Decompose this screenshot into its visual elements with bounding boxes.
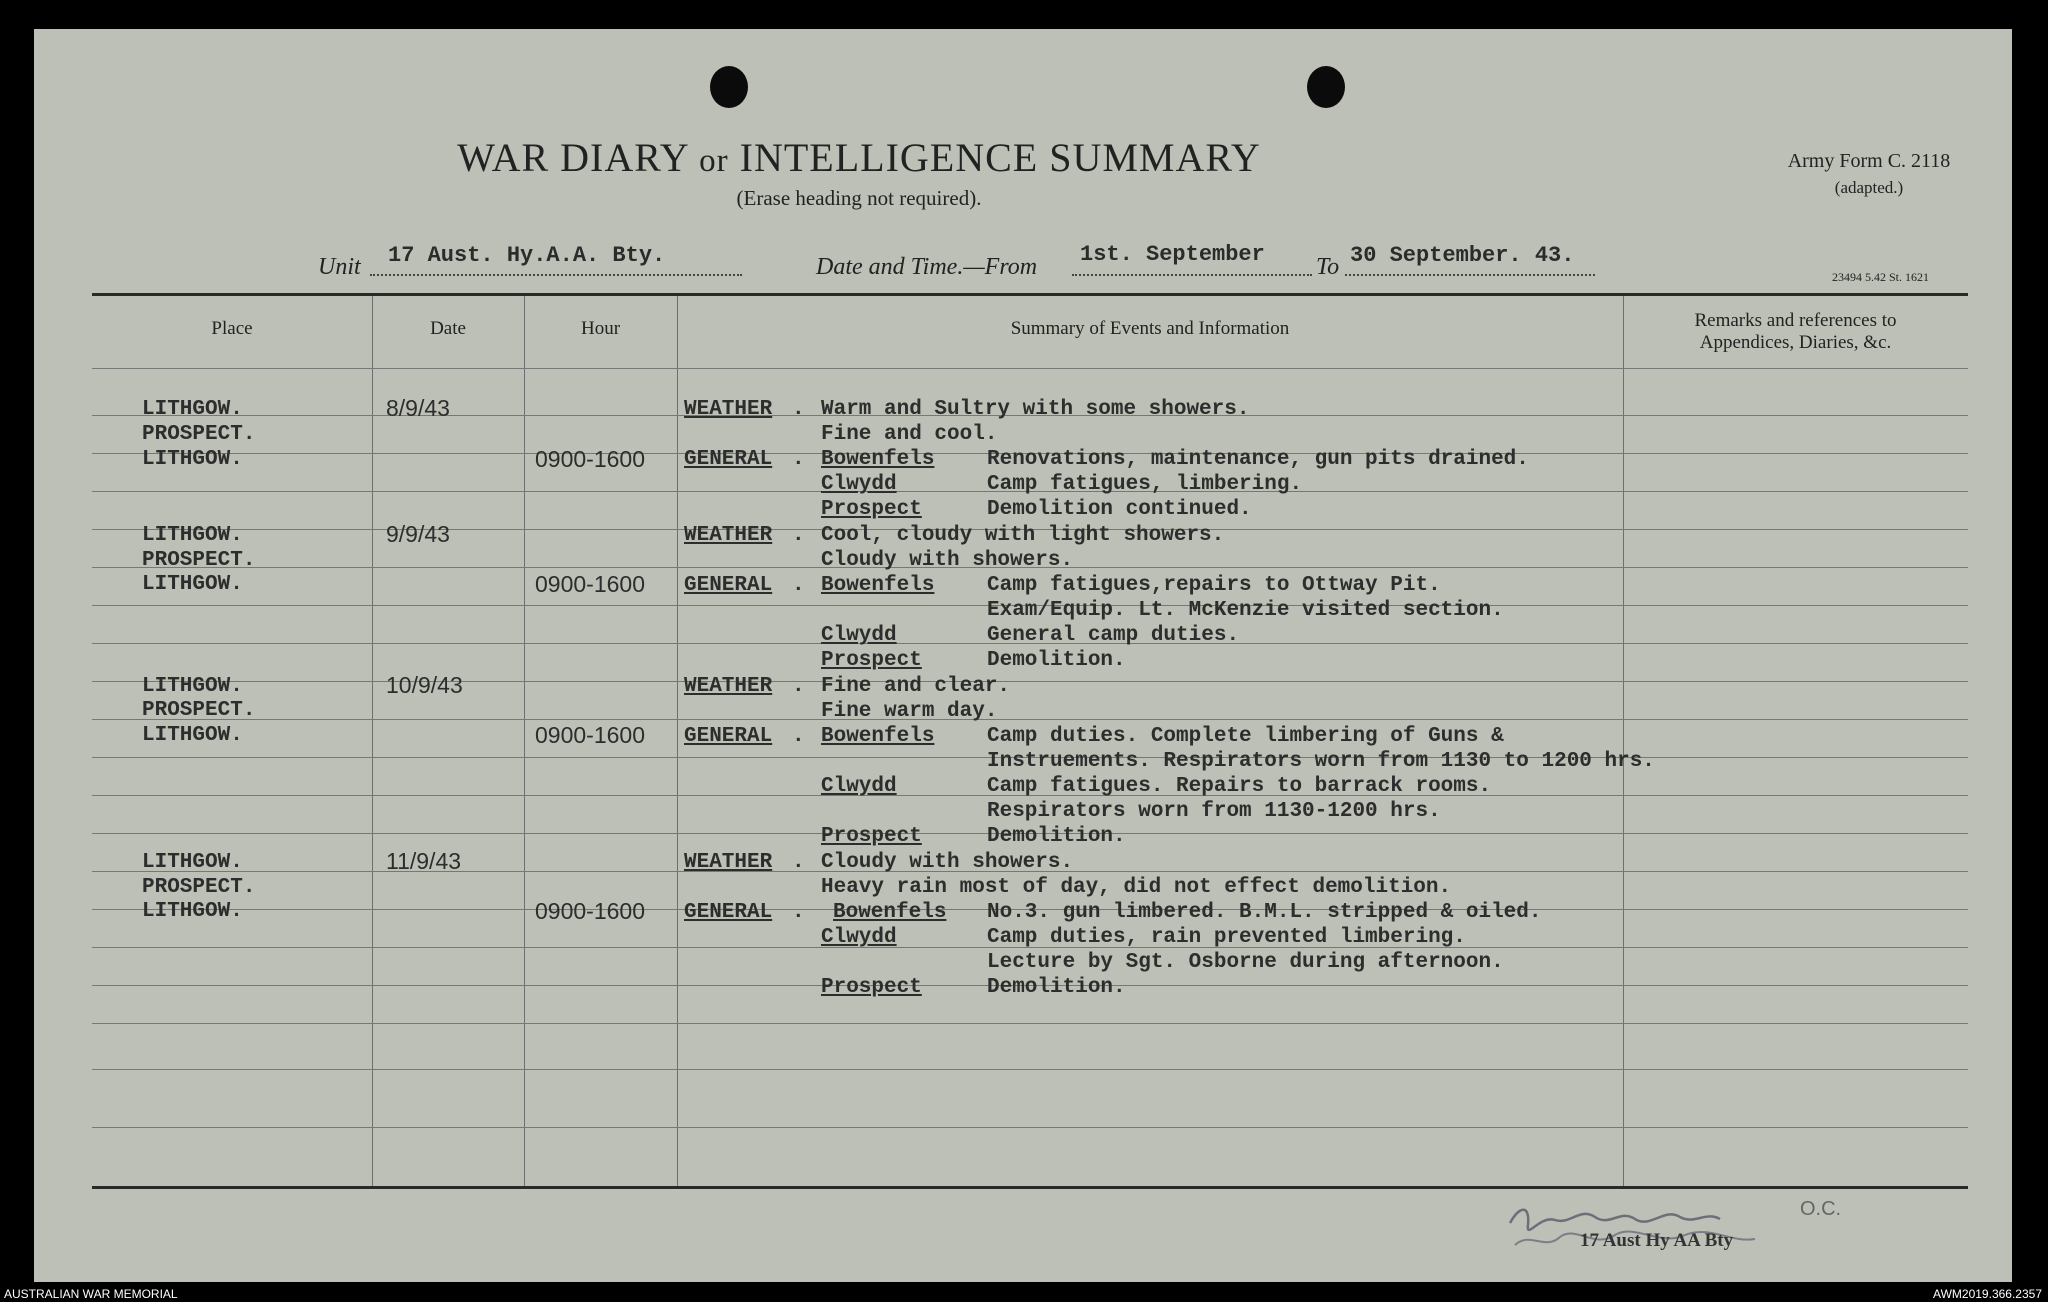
- summary-text: Respirators worn from 1130-1200 hrs.: [987, 800, 1441, 823]
- hour: 0900-1600: [535, 722, 645, 748]
- place-2: PROSPECT.: [142, 549, 256, 572]
- title-intelligence-summary: INTELLIGENCE SUMMARY: [739, 135, 1261, 180]
- summary-text: Demolition.: [987, 649, 1126, 672]
- table-rule: [92, 681, 1968, 682]
- table-rule: [92, 719, 1968, 720]
- location-clwydd: Clwydd: [821, 775, 897, 798]
- place-1: LITHGOW.: [142, 851, 243, 874]
- summary-text: General camp duties.: [987, 624, 1240, 647]
- location-clwydd: Clwydd: [821, 926, 897, 949]
- summary-text: Lecture by Sgt. Osborne during afternoon.: [987, 951, 1504, 974]
- location-clwydd: Clwydd: [821, 624, 897, 647]
- table-rule: [92, 1023, 1968, 1024]
- page-title: [0, 134, 1718, 181]
- category-weather: WEATHER: [684, 851, 773, 874]
- column-divider-hour: [677, 296, 678, 1186]
- print-code: 23494 5.42 St. 1621: [1832, 270, 1930, 284]
- summary-text: Cool, cloudy with light showers.: [821, 524, 1225, 547]
- header-hour: Hour: [580, 318, 621, 339]
- place-3: LITHGOW.: [142, 448, 243, 471]
- location-prospect: Prospect: [821, 649, 922, 672]
- column-divider-place: [372, 296, 373, 1186]
- summary-text: Fine and cool.: [821, 423, 998, 446]
- unit-label: Unit: [318, 254, 361, 280]
- period: .: [792, 725, 805, 748]
- subtitle: (Erase heading not required).: [736, 186, 982, 210]
- header-remarks-line-2: Appendices, Diaries, &c.: [1699, 332, 1892, 353]
- category-weather: WEATHER: [684, 524, 773, 547]
- location-clwydd: Clwydd: [821, 473, 897, 496]
- category-general: GENERAL: [684, 574, 773, 597]
- date-from-value: 1st. September: [1080, 242, 1265, 267]
- category-weather: WEATHER: [684, 675, 773, 698]
- date-to-value: 30 September. 43.: [1350, 243, 1575, 268]
- summary-text: Fine warm day.: [821, 700, 998, 723]
- summary-text: Demolition.: [987, 825, 1126, 848]
- table-rule: [92, 1069, 1968, 1070]
- place-3: LITHGOW.: [142, 724, 243, 747]
- category-weather: WEATHER: [684, 398, 773, 421]
- period: .: [792, 675, 805, 698]
- location-bowenfels: Bowenfels: [821, 574, 935, 597]
- period: .: [792, 851, 805, 874]
- form-adapted: (adapted.): [1834, 178, 1904, 197]
- date: 10/9/43: [386, 672, 463, 698]
- summary-text: Fine and clear.: [821, 675, 1011, 698]
- summary-text: Cloudy with showers.: [821, 851, 1074, 874]
- period: .: [792, 448, 805, 471]
- hour: 0900-1600: [535, 898, 645, 924]
- to-label: To: [1316, 254, 1340, 280]
- hour: 0900-1600: [535, 571, 645, 597]
- punch-hole-right: [1307, 66, 1345, 108]
- place-3: LITHGOW.: [142, 900, 243, 923]
- summary-text: Instruements. Respirators worn from 1130 to 1200 hrs.: [987, 750, 1655, 773]
- summary-text: Heavy rain most of day, did not effect demolition.: [821, 876, 1452, 899]
- place-2: PROSPECT.: [142, 699, 256, 722]
- period: .: [792, 524, 805, 547]
- to-dotted-line: [1345, 274, 1595, 276]
- location-prospect: Prospect: [821, 976, 922, 999]
- summary-text: Camp fatigues, limbering.: [987, 473, 1303, 496]
- summary-text: Camp duties, rain prevented limbering.: [987, 926, 1466, 949]
- date: 9/9/43: [386, 521, 450, 547]
- category-general: GENERAL: [684, 901, 773, 924]
- hour: 0900-1600: [535, 446, 645, 472]
- location-bowenfels: Bowenfels: [821, 448, 935, 471]
- oc-label: O.C.: [1800, 1198, 1842, 1220]
- unit-dotted-line: [370, 274, 742, 276]
- place-2: PROSPECT.: [142, 423, 256, 446]
- header-date: Date: [430, 318, 466, 339]
- summary-text: Warm and Sultry with some showers.: [821, 398, 1250, 421]
- location-bowenfels: Bowenfels: [821, 725, 935, 748]
- period: .: [792, 901, 805, 924]
- unit-stamp: 17 Aust Hy AA Bty: [1580, 1230, 1734, 1251]
- period: .: [792, 398, 805, 421]
- footer-right: AWM2019.366.2357: [1933, 1287, 2042, 1301]
- location-prospect: Prospect: [821, 825, 922, 848]
- summary-text: Cloudy with showers.: [821, 549, 1074, 572]
- table-top-rule: [92, 293, 1968, 296]
- header-summary: Summary of Events and Information: [1010, 318, 1290, 339]
- column-divider-date: [524, 296, 525, 1186]
- category-general: GENERAL: [684, 725, 773, 748]
- summary-text: Renovations, maintenance, gun pits drained.: [987, 448, 1529, 471]
- header-place: Place: [211, 318, 253, 339]
- location-prospect: Prospect: [821, 498, 922, 521]
- title-war-diary: WAR DIARY: [457, 135, 689, 180]
- place-2: PROSPECT.: [142, 876, 256, 899]
- place-3: LITHGOW.: [142, 573, 243, 596]
- footer-left: AUSTRALIAN WAR MEMORIAL: [4, 1287, 178, 1301]
- summary-text: Demolition.: [987, 976, 1126, 999]
- summary-text: Exam/Equip. Lt. McKenzie visited section.: [987, 599, 1504, 622]
- header-remarks-line-1: Remarks and references to: [1694, 310, 1897, 331]
- table-rule: [92, 1127, 1968, 1128]
- summary-text: Camp fatigues. Repairs to barrack rooms.: [987, 775, 1492, 798]
- date-label: Date and Time.—From: [816, 254, 1038, 280]
- period: .: [792, 574, 805, 597]
- unit-value: 17 Aust. Hy.A.A. Bty.: [388, 243, 666, 268]
- place-1: LITHGOW.: [142, 398, 243, 421]
- summary-text: Demolition continued.: [987, 498, 1252, 521]
- column-divider-summary: [1623, 296, 1624, 1186]
- place-1: LITHGOW.: [142, 675, 243, 698]
- title-or: or: [699, 143, 729, 179]
- place-1: LITHGOW.: [142, 524, 243, 547]
- summary-text: Camp fatigues,repairs to Ottway Pit.: [987, 574, 1441, 597]
- punch-hole-left: [710, 66, 748, 108]
- location-bowenfels: Bowenfels: [833, 901, 947, 924]
- form-reference: Army Form C. 2118: [1787, 150, 1951, 172]
- category-general: GENERAL: [684, 448, 773, 471]
- date: 11/9/43: [386, 848, 462, 874]
- table-bottom-rule: [92, 1186, 1968, 1189]
- table-rule: [92, 368, 1968, 369]
- date: 8/9/43: [386, 395, 450, 421]
- summary-text: Camp duties. Complete limbering of Guns &: [987, 725, 1504, 748]
- from-dotted-line: [1072, 274, 1312, 276]
- header-remarks: [1623, 310, 1968, 354]
- summary-text: No.3. gun limbered. B.M.L. stripped & oiled.: [987, 901, 1542, 924]
